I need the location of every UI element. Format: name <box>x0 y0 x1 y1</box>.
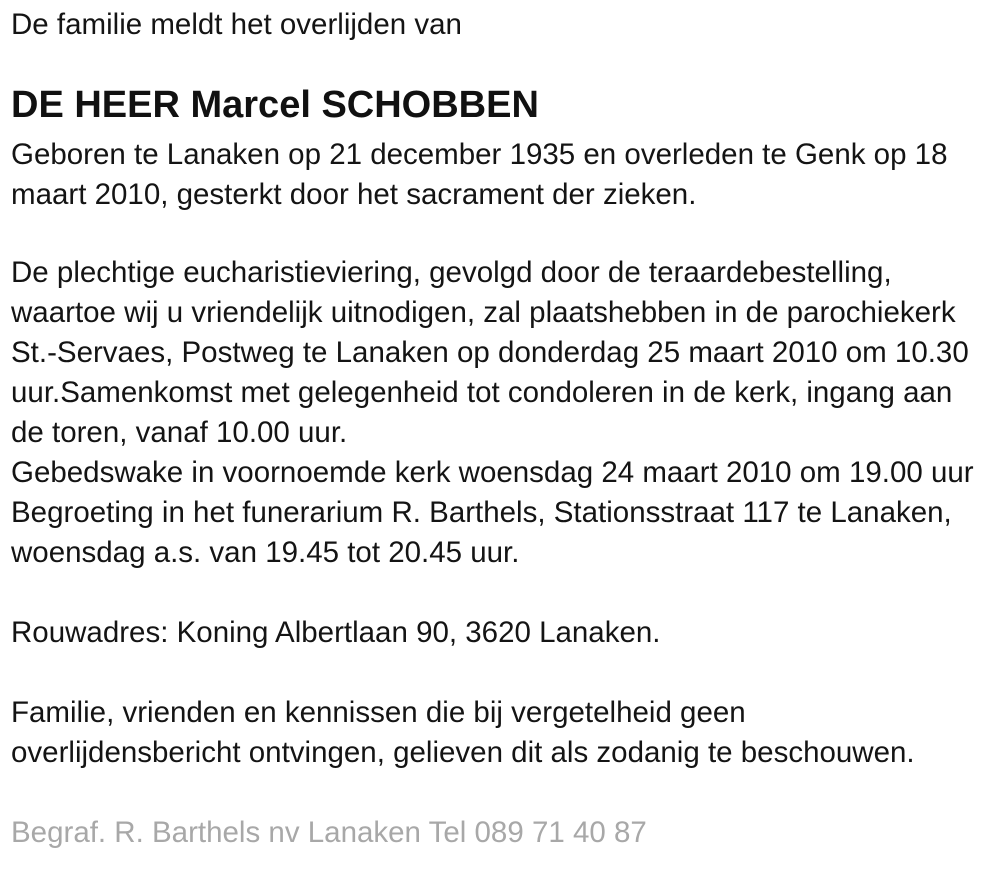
footer-line: Begraf. R. Barthels nv Lanaken Tel 089 71 40 87 <box>11 816 647 849</box>
mourning-address <box>11 613 974 653</box>
birth-death-paragraph <box>11 135 974 215</box>
family-line: Familie, vrienden en kennissen die bij vergetelheid geen <box>11 696 746 729</box>
ceremony-line: waartoe wij u vriendelijk uitnodigen, zal plaatshebben in de parochiekerk <box>11 296 956 329</box>
ceremony-line: St.-Servaes, Postweg te Lanaken op donderdag 25 maart 2010 om 10.30 <box>11 336 969 369</box>
greeting-line: woensdag a.s. van 19.45 tot 20.45 uur. <box>11 536 520 569</box>
greeting-line: Begroeting in het funerarium R. Barthels, Stationsstraat 117 te Lanaken, <box>11 496 952 529</box>
wake-line: Gebedswake in voornoemde kerk woensdag 24 maart 2010 om 19.00 uur <box>11 456 974 489</box>
ceremony-line: uur.Samenkomst met gelegenheid tot condoleren in de kerk, ingang aan <box>11 376 953 409</box>
address-line: Rouwadres: Koning Albertlaan 90, 3620 Lanaken. <box>11 616 661 649</box>
ceremony-paragraph <box>11 253 974 573</box>
ceremony-line: de toren, vanaf 10.00 uur. <box>11 416 348 449</box>
intro-line: De familie meldt het overlijden van <box>11 8 462 41</box>
funeral-home-footer <box>11 813 974 853</box>
deceased-name-heading: DE HEER Marcel SCHOBBEN <box>11 84 539 126</box>
family-notice-paragraph <box>11 693 974 773</box>
birth-line: maart 2010, gesterkt door het sacrament der zieken. <box>11 178 697 211</box>
ceremony-line: De plechtige eucharistieviering, gevolgd door de teraardebestelling, <box>11 256 892 289</box>
birth-line: Geboren te Lanaken op 21 december 1935 en overleden te Genk op 18 <box>11 138 948 171</box>
family-line: overlijdensbericht ontvingen, gelieven dit als zodanig te beschouwen. <box>11 736 915 769</box>
death-notice <box>11 5 974 853</box>
